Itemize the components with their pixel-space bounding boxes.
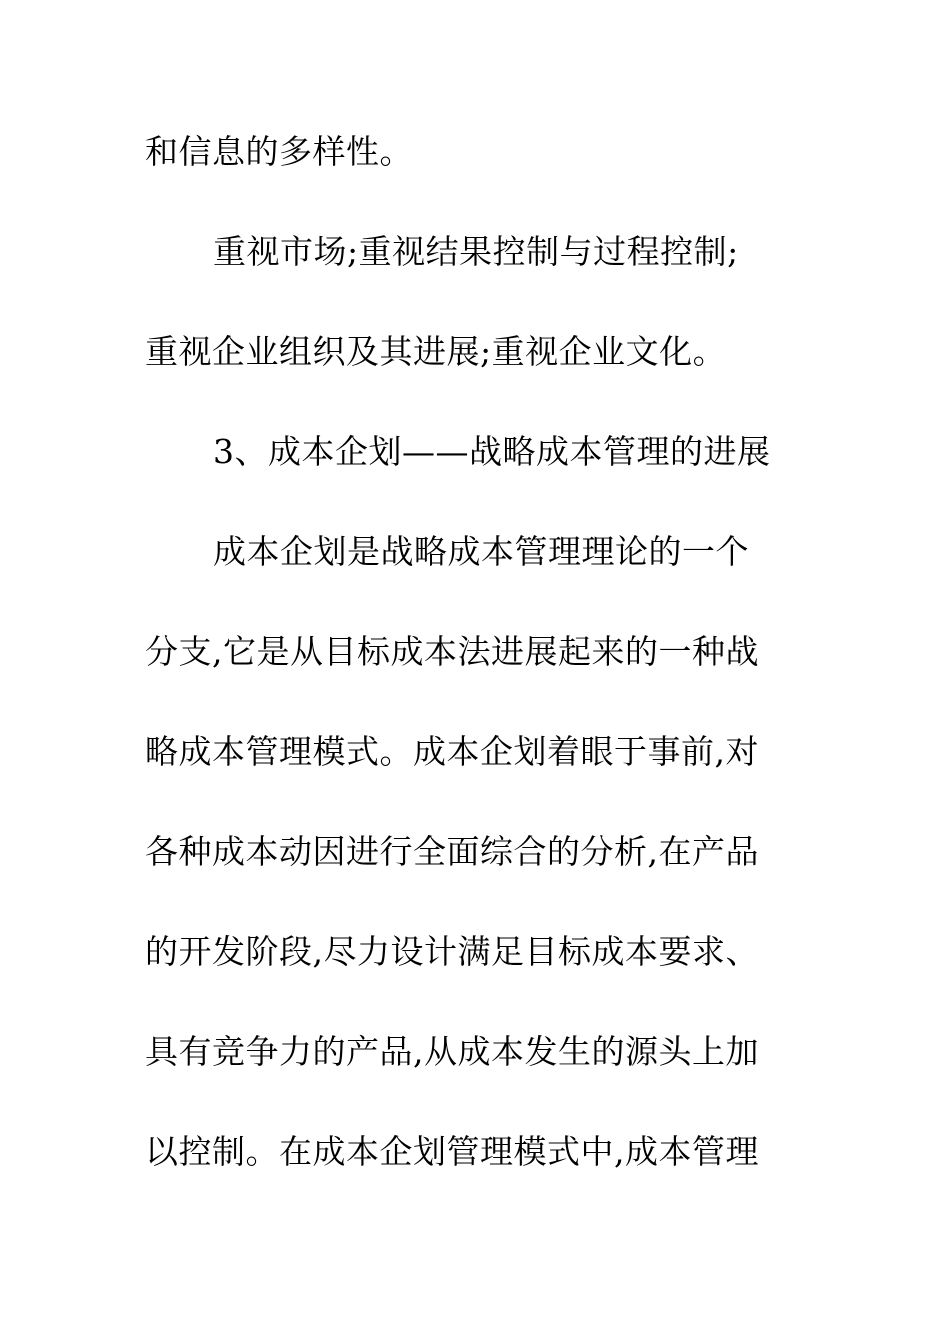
text-line-3: 重视企业组织及其进展;重视企业文化。 — [145, 332, 727, 371]
text-line-9: 的开发阶段,尽力设计满足目标成本要求、 — [145, 932, 759, 971]
text-line-7: 略成本管理模式。成本企划着眼于事前,对 — [145, 732, 759, 771]
text-line-6: 分支,它是从目标成本法进展起来的一种战 — [145, 632, 759, 671]
text-line-10: 具有竞争力的产品,从成本发生的源头上加 — [145, 1032, 759, 1071]
text-line-1: 和信息的多样性。 — [145, 132, 413, 171]
text-line-5: 成本企划是战略成本管理理论的一个 — [213, 532, 749, 571]
text-line-8: 各种成本动因进行全面综合的分析,在产品 — [145, 832, 759, 871]
section-heading: 3、成本企划——战略成本管理的进展 — [213, 432, 771, 471]
text-line-11: 以控制。在成本企划管理模式中,成本管理 — [145, 1132, 759, 1171]
text-line-2: 重视市场;重视结果控制与过程控制; — [213, 232, 739, 271]
